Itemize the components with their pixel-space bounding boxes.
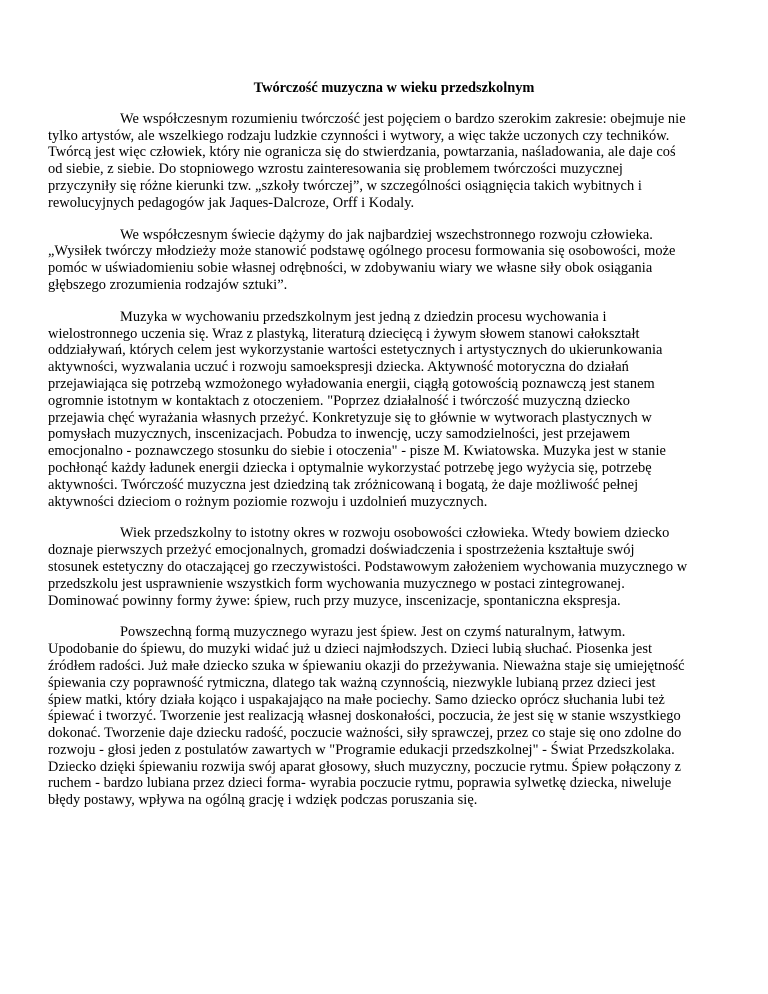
paragraph-4: Wiek przedszkolny to istotny okres w rozwoju osobowości człowieka. Wtedy bowiem dziecko doznaje pierwszych przeżyć emocjonalnych, gromadzi doświadczenia i spostrzeżenia kształtuje swój stosunek estetyczny do otaczającej go rzeczywistości. Podstawowym założeniem wychowania muzycznego w przedszkolu jest usprawnienie wszystkich form wychowania muzycznego w postaci zintegrowanej. Dominować powinny formy żywe: śpiew, ruch przy muzyce, inscenizacje, spontaniczna ekspresja. [48,525,688,609]
document-page [48,80,688,824]
paragraph-3: Muzyka w wychowaniu przedszkolnym jest jedną z dziedzin procesu wychowania i wielostronnego uczenia się. Wraz z plastyką, literaturą dziecięcą i żywym słowem stanowi całokształt oddziaływań, których celem jest wykorzystanie wartości estetycznych i artystycznych do ukierunkowania aktywności, wyzwalania uczuć i rozwoju samoekspresji dziecka. Aktywność motoryczna do działań przejawiająca się potrzebą wzmożonego wyładowania energii, ciągłą gotowością poznawczą jest stanem ogromnie istotnym w kontaktach z otoczeniem. "Poprzez działalność i twórczość muzyczną dziecko przejawia chęć wyrażania własnych przeżyć. Konkretyzuje się to głównie w wytworach plastycznych w pomysłach muzycznych, inscenizacjach. Pobudza to inwencję, uczy samodzielności, jest przejawem emocjonalno - poznawczego stosunku do siebie i otoczenia" - pisze M. Kwiatowska. Muzyka jest w stanie pochłonąć każdy ładunek energii dziecka i optymalnie wykorzystać potrzebę jego wyżycia się, potrzebę aktywności. Twórczość muzyczna jest dziedziną tak zróżnicowaną i bogatą, że daje możliwość pełnej aktywności dzieciom o rożnym poziomie rozwoju i uzdolnień muzycznych. [48,308,666,510]
paragraph-5: Powszechną formą muzycznego wyrazu jest śpiew. Jest on czymś naturalnym, łatwym. Upodobanie do śpiewu, do muzyki widać już u dzieci najmłodszych. Dzieci lubią słuchać. Piosenka jest źródłem radości. Już małe dziecko szuka w śpiewaniu okazji do przeżywania. Nieważna staje się umiejętność śpiewania czy poprawność rytmiczna, dlatego tak ważną czynnością, niezwykle lubianą przez dzieci jest śpiew matki, który działa kojąco i uspakajająco na małe pociechy. Samo dziecko oprócz słuchania lubi też śpiewać i tworzyć. Tworzenie jest realizacją własnej doskonałości, poczucia, że jest się w stanie wszystkiego dokonać. Tworzenie daje dziecku radość, poczucie ważności, siły sprawczej, przez co staje się ono zdolne do rozwoju - głosi jeden z postulatów zawartych w "Programie edukacji przedszkolnej" - Świat Przedszkolaka. Dziecko dzięki śpiewaniu rozwija swój aparat głosowy, słuch muzyczny, poczucie rytmu. Śpiew połączony z ruchem - bardzo lubiana przez dzieci forma- wyrabia poczucie rytmu, poprawia sylwetkę dziecka, niweluje błędy postawy, wpływa na ogólną grację i wdzięk podczas poruszania się. [48,624,685,809]
document-title: Twórczość muzyczna w wieku przedszkolnym [253,80,535,96]
paragraph-2: We współczesnym świecie dążymy do jak najbardziej wszechstronnego rozwoju człowieka. „Wysiłek twórczy młodzieży może stanowić podstawę ogólnego procesu formowania się osobowości, może pomóc w uświadomieniu sobie własnej odrębności, w zdobywaniu wiary we własne siły obok osiągania głębszego zrozumienia rodzajów sztuki”. [48,226,676,293]
paragraph-1: We współczesnym rozumieniu twórczość jest pojęciem o bardzo szerokim zakresie: obejmuje nie tylko artystów, ale wszelkiego rodzaju ludzkie czynności i wytwory, a więc także uczonych czy techników. Twórcą jest więc człowiek, który nie ogranicza się do stwierdzania, powtarzania, naśladowania, ale daje coś od siebie, z siebie. Do stopniowego wzrostu zainteresowania się problemem twórczości muzycznej przyczyniły się różne kierunki tzw. „szkoły twórczej”, w szczególności osiągnięcia takich wybitnych i rewolucyjnych pedagogów jak Jaques-Dalcroze, Orff i Kodaly. [48,110,686,211]
